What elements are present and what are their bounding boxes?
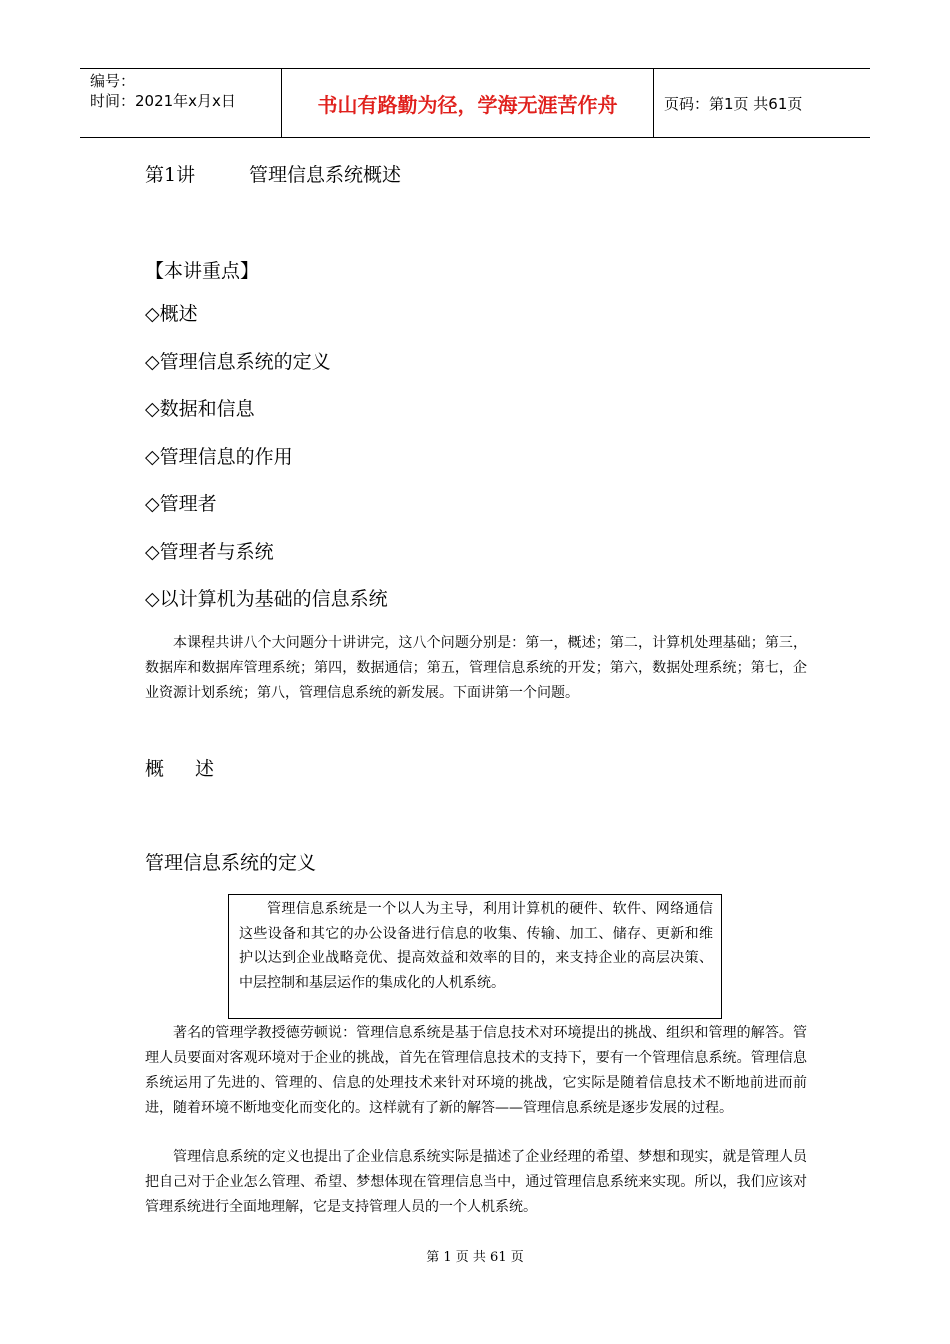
document-number-label: 编号： xyxy=(90,72,136,90)
list-item: ◇管理者 xyxy=(145,493,217,515)
key-points-heading: 【本讲重点】 xyxy=(145,260,260,282)
header-page-info: 页码：第1页 共61页 xyxy=(664,94,803,113)
header-motto: 书山有路勤为径，学海无涯苦作舟 xyxy=(282,69,654,137)
list-item: ◇管理者与系统 xyxy=(145,540,274,563)
lecture-title xyxy=(145,160,401,187)
list-item: ◇管理信息系统的定义 xyxy=(145,350,331,373)
definition-box: 管理信息系统是一个以人为主导，利用计算机的硬件、软件、网络通信这些设备和其它的办公设备进行信息的收集、传输、加工、储存、更新和维护以达到企业战略竞优、提高效益和效率的目的，来支持企业的高层决策、中层控制和基层运作的集成化的人机系统。 xyxy=(228,894,722,1019)
list-item: ◇概述 xyxy=(145,303,198,325)
document-time-label: 时间：2021年x月x日 xyxy=(90,92,236,110)
lecture-name: 管理信息系统概述 xyxy=(249,164,402,186)
list-item: ◇以计算机为基础的信息系统 xyxy=(145,588,388,610)
key-points-list xyxy=(145,302,388,635)
list-item: ◇管理信息的作用 xyxy=(145,445,293,468)
page-footer: 第 1 页 共 61 页 xyxy=(426,1250,524,1265)
lecture-number: 第1讲 xyxy=(145,164,196,186)
list-item: ◇数据和信息 xyxy=(145,398,255,420)
section-heading-overview: 概 述 xyxy=(145,758,215,780)
header-meta xyxy=(80,69,282,137)
section-heading-definition: 管理信息系统的定义 xyxy=(145,852,317,874)
page-header xyxy=(80,68,870,138)
definition-paragraph: 管理信息系统的定义也提出了企业信息系统实际是描述了企业经理的希望、梦想和现实，就是管理人员把自己对于企业怎么管理、希望、梦想体现在管理信息当中，通过管理信息系统来实现。所以，我们应该对管理系统进行全面地理解，它是支持管理人员的一个人机系统。 xyxy=(145,1149,807,1215)
intro-paragraph: 本课程共讲八个大问题分十讲讲完，这八个问题分别是：第一，概述；第二，计算机处理基础；第三，数据库和数据库管理系统；第四，数据通信；第五，管理信息系统的开发；第六，数据处理系统；第七，企业资源计划系统；第八，管理信息系统的新发展。下面讲第一个问题。 xyxy=(145,635,807,701)
davis-paragraph: 著名的管理学教授德劳顿说：管理信息系统是基于信息技术对环境提出的挑战、组织和管理的解答。管理人员要面对客观环境对于企业的挑战，首先在管理信息技术的支持下，要有一个管理信息系统。管理信息系统运用了先进的、管理的、信息的处理技术来针对环境的挑战，它实际是随着信息技术不断地前进而前进，随着环境不断地变化而变化的。这样就有了新的解答——管理信息系统是逐步发展的过程。 xyxy=(145,1025,807,1116)
